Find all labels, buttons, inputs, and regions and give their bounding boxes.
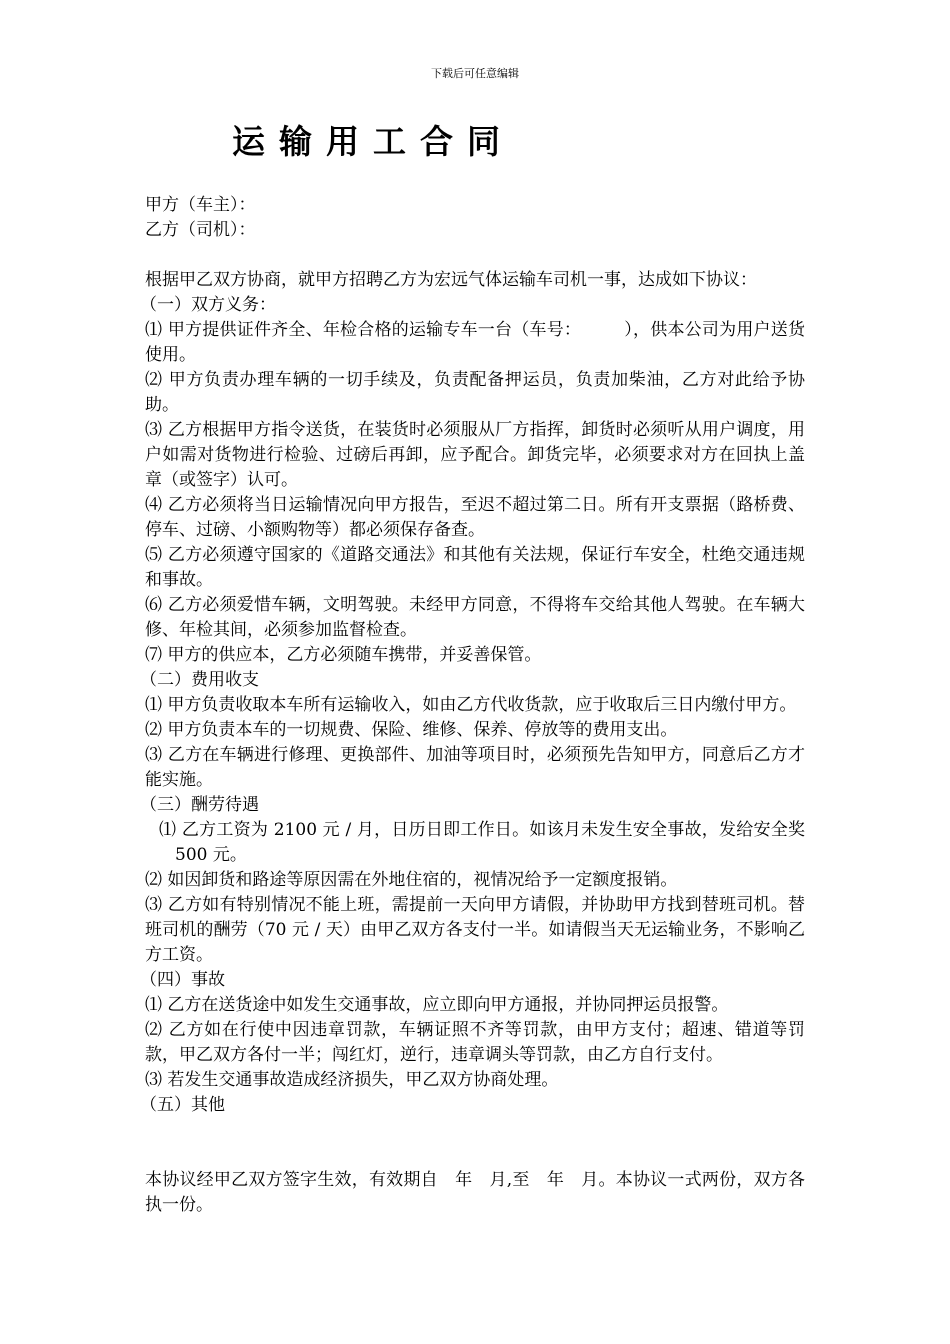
clause-3-1: ⑴ 乙方工资为 2100 元 / 月，日历日即工作日。如该月未发生安全事故，发给安全奖 500 元。: [159, 820, 805, 865]
clause-1-3: ⑶ 乙方根据甲方指令送货，在装货时必须服从厂方指挥，卸货时必须听从用户调度，用户如需对货物进行检验、过磅后再卸，应予配合。卸货完毕，必须要求对方在回执上盖章（或签字）认可。: [145, 420, 805, 490]
section-heading-other: （五）其他: [140, 1095, 225, 1115]
intro-paragraph: 根据甲乙双方协商，就甲方招聘乙方为宏远气体运输车司机一事，达成如下协议：: [145, 270, 757, 290]
clause-3-2: ⑵ 如因卸货和路途等原因需在外地住宿的，视情况给予一定额度报销。: [145, 870, 678, 890]
party-a-line: 甲方（车主）：: [145, 195, 256, 215]
clause-1-5: ⑸ 乙方必须遵守国家的《道路交通法》和其他有关法规，保证行车安全，杜绝交通违规和事故。: [145, 545, 805, 590]
clause-1-7: ⑺ 甲方的供应本，乙方必须随车携带，并妥善保管。: [145, 645, 542, 665]
clause-1-2: ⑵ 甲方负责办理车辆的一切手续及，负责配备押运员，负责加柴油，乙方对此给予协助。: [145, 370, 805, 415]
clause-2-3: ⑶ 乙方在车辆进行修理、更换部件、加油等项目时，必须预先告知甲方，同意后乙方才能实施。: [145, 745, 805, 790]
clause-1-1: ⑴ 甲方提供证件齐全、年检合格的运输专车一台（车号： ），供本公司为用户送货使用。: [145, 320, 805, 365]
clause-4-1: ⑴ 乙方在送货途中如发生交通事故，应立即向甲方通报，并协同押运员报警。: [145, 995, 729, 1015]
clause-1-4: ⑷ 乙方必须将当日运输情况向甲方报告，至迟不超过第二日。所有开支票据（路桥费、停车、过磅、小额购物等）都必须保存备查。: [145, 495, 805, 540]
document-body: [140, 193, 805, 1218]
document-title: 运输用工合同: [232, 122, 514, 161]
clause-4-2: ⑵ 乙方如在行使中因违章罚款，车辆证照不齐等罚款，由甲方支付；超速、错道等罚款，甲乙双方各付一半；闯红灯，逆行，违章调头等罚款，由乙方自行支付。: [145, 1020, 805, 1065]
clause-3-3: ⑶ 乙方如有特别情况不能上班，需提前一天向甲方请假，并协助甲方找到替班司机。替班司机的酬劳（70 元 / 天）由甲乙双方各支付一半。如请假当天无运输业务，不影响乙方工资。: [145, 895, 805, 965]
section-heading-expenses: （二）费用收支: [140, 670, 259, 690]
blank-line: [145, 1118, 805, 1143]
clause-2-1: ⑴ 甲方负责收取本车所有运输收入，如由乙方代收货款，应于收取后三日内缴付甲方。: [145, 695, 797, 715]
blank-line: [145, 1143, 805, 1168]
closing-paragraph: 本协议经甲乙双方签字生效，有效期自 年 月,至 年 月。本协议一式两份，双方各执一份。: [145, 1170, 805, 1215]
blank-line: [145, 243, 805, 268]
clause-2-2: ⑵ 甲方负责本车的一切规费、保险、维修、保养、停放等的费用支出。: [145, 720, 678, 740]
section-heading-obligations: （一）双方义务：: [140, 295, 276, 315]
header-note: 下载后可任意编辑: [431, 67, 519, 80]
clause-4-3: ⑶ 若发生交通事故造成经济损失，甲乙双方协商处理。: [145, 1070, 559, 1090]
party-b-line: 乙方（司机）：: [145, 220, 256, 240]
clause-1-6: ⑹ 乙方必须爱惜车辆，文明驾驶。未经甲方同意，不得将车交给其他人驾驶。在车辆大修、年检其间，必须参加监督检查。: [145, 595, 805, 640]
section-heading-accidents: （四）事故: [140, 970, 225, 990]
section-heading-compensation: （三）酬劳待遇: [140, 795, 259, 815]
